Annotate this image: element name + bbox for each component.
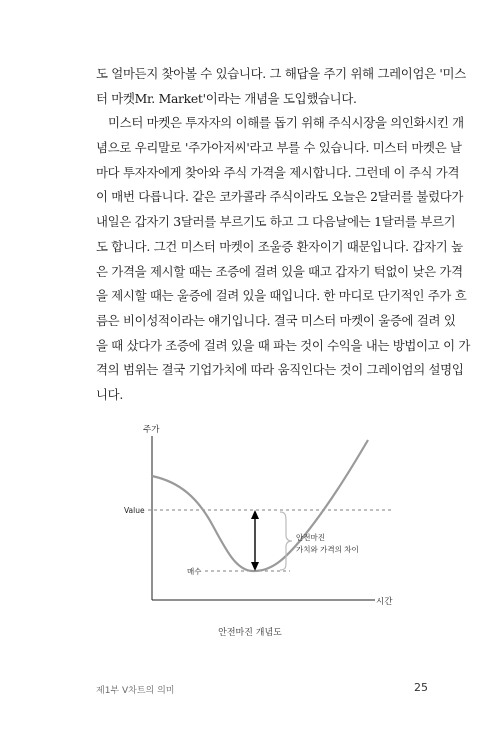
body-text-line: 도 합니다. 그건 미스터 마켓이 조울증 환자이기 때문입니다. 갑자기 높: [96, 238, 463, 254]
body-text: [96, 62, 471, 408]
body-text-line: 마다 투자자에게 찾아와 주식 가격을 제시합니다. 그런데 이 주식 가격: [96, 164, 460, 180]
y-axis-label: 주가: [143, 425, 160, 435]
body-text-line: 니다.: [96, 386, 123, 402]
body-text-line: 을 제시할 때는 울증에 걸려 있을 때입니다. 한 마디로 단기적인 주가 흐: [96, 288, 467, 304]
margin-arrow-head-bottom: [251, 562, 259, 571]
body-text-line: 내일은 갑자기 3달러를 부르기도 하고 그 다음날에는 1달러를 부르기: [96, 214, 456, 230]
value-label: Value: [124, 506, 145, 515]
margin-label-line2: 가치와 가격의 차이: [296, 545, 359, 554]
body-text-line: 을 때 샀다가 조증에 걸려 있을 때 파는 것이 수익을 내는 방법이고 이 가: [96, 337, 471, 353]
safety-margin-figure: [100, 418, 410, 618]
body-text-line: 념으로 우리말로 '주가아저씨'라고 부를 수 있습니다. 미스터 마켓은 날: [96, 140, 462, 156]
body-text-line: 도 얼마든지 찾아볼 수 있습니다. 그 해답을 주기 위해 그레이엄은 '미스: [96, 66, 466, 81]
margin-brace: [280, 512, 292, 570]
figure-caption: 안전마진 개념도: [218, 628, 282, 638]
page-number: 25: [414, 681, 428, 694]
body-text-line: 터 마켓Mr. Market'이라는 개념을 도입했습니다.: [96, 90, 357, 106]
body-text-line: 격의 범위는 결국 기업가치에 따라 움직인다는 것이 그레이엄의 설명입: [96, 362, 464, 378]
body-text-line: 이 매번 다릅니다. 같은 코카콜라 주식이라도 오늘은 2달러를 불렀다가: [96, 189, 464, 205]
body-text-line: 미스터 마켓은 투자자의 이해를 돕기 위해 주식시장을 의인화시킨 개: [108, 115, 464, 131]
safety-margin-diagram: [100, 418, 410, 618]
buy-label: 매수: [187, 567, 202, 576]
margin-arrow-head-top: [251, 510, 259, 519]
body-text-line: 름은 비이성적이라는 얘기입니다. 결국 미스터 마켓이 울증에 걸려 있: [96, 312, 456, 328]
x-axis-label: 시간: [376, 597, 393, 607]
running-footer: 제1부 V차트의 의미: [96, 686, 175, 696]
body-text-line: 은 가격을 제시할 때는 조증에 걸려 있을 때고 갑자기 턱없이 낮은 가격: [96, 263, 463, 279]
margin-label-line1: 안전마진: [296, 533, 325, 542]
